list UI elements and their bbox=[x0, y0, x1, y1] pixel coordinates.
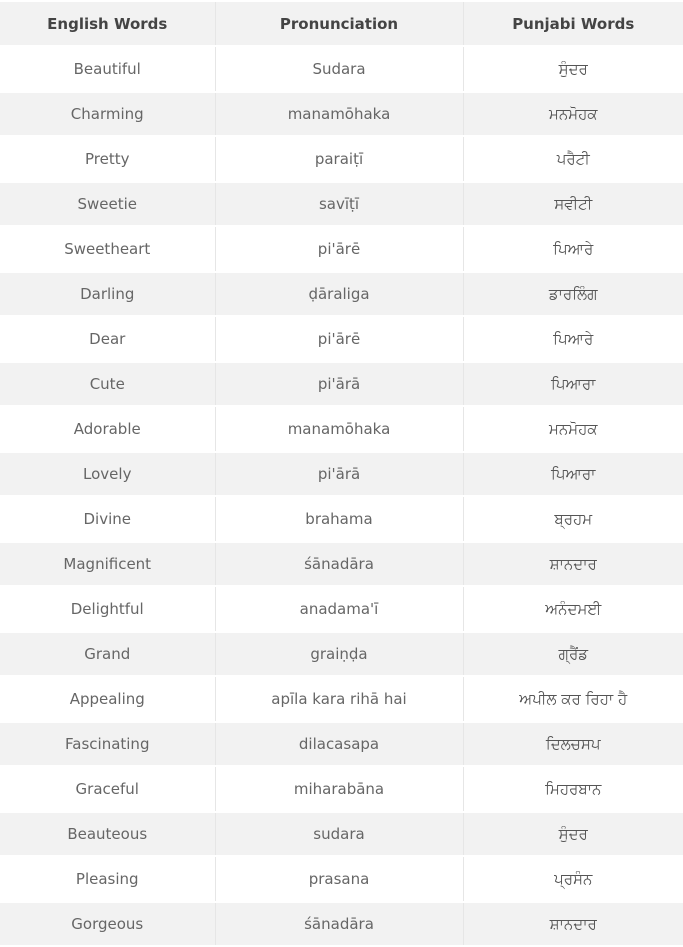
cell-punjabi-word: ਡਾਰਲਿੰਗ bbox=[463, 272, 683, 316]
table-header-row bbox=[0, 2, 683, 46]
cell-english-word: Divine bbox=[0, 496, 215, 542]
header-punjabi-words: Punjabi Words bbox=[463, 2, 683, 46]
cell-pronunciation: śānadāra bbox=[215, 902, 463, 946]
cell-pronunciation: miharabāna bbox=[215, 766, 463, 812]
cell-pronunciation: anadama'ī bbox=[215, 586, 463, 632]
cell-pronunciation: pi'ārē bbox=[215, 316, 463, 362]
vocabulary-table-container bbox=[0, 2, 683, 947]
cell-pronunciation: pi'ārā bbox=[215, 452, 463, 496]
table-row bbox=[0, 812, 683, 856]
cell-punjabi-word: ਪਿਆਰਾ bbox=[463, 362, 683, 406]
cell-english-word: Charming bbox=[0, 92, 215, 136]
cell-punjabi-word: ਬ੍ਰਹਮ bbox=[463, 496, 683, 542]
cell-pronunciation: savīṭī bbox=[215, 182, 463, 226]
cell-punjabi-word: ਮਨਮੋਹਕ bbox=[463, 92, 683, 136]
cell-pronunciation: manamōhaka bbox=[215, 92, 463, 136]
header-pronunciation: Pronunciation bbox=[215, 2, 463, 46]
cell-punjabi-word: ਪਿਆਰੇ bbox=[463, 226, 683, 272]
cell-pronunciation: sudara bbox=[215, 812, 463, 856]
cell-pronunciation: pi'ārē bbox=[215, 226, 463, 272]
cell-punjabi-word: ਸਵੀਟੀ bbox=[463, 182, 683, 226]
table-body bbox=[0, 46, 683, 946]
table-row bbox=[0, 586, 683, 632]
cell-punjabi-word: ਅਨੰਦਮਈ bbox=[463, 586, 683, 632]
table-row bbox=[0, 182, 683, 226]
cell-english-word: Sweetheart bbox=[0, 226, 215, 272]
cell-pronunciation: apīla kara rihā hai bbox=[215, 676, 463, 722]
cell-pronunciation: graiṇḍa bbox=[215, 632, 463, 676]
cell-pronunciation: dilacasapa bbox=[215, 722, 463, 766]
table-row bbox=[0, 406, 683, 452]
cell-english-word: Darling bbox=[0, 272, 215, 316]
cell-punjabi-word: ਪਿਆਰਾ bbox=[463, 452, 683, 496]
cell-pronunciation: manamōhaka bbox=[215, 406, 463, 452]
table-row bbox=[0, 452, 683, 496]
table-row bbox=[0, 902, 683, 946]
table-row bbox=[0, 316, 683, 362]
cell-pronunciation: śānadāra bbox=[215, 542, 463, 586]
cell-english-word: Pleasing bbox=[0, 856, 215, 902]
cell-pronunciation: brahama bbox=[215, 496, 463, 542]
cell-english-word: Pretty bbox=[0, 136, 215, 182]
cell-punjabi-word: ਪਰੈਟੀ bbox=[463, 136, 683, 182]
table-row bbox=[0, 632, 683, 676]
cell-pronunciation: ḍāraliga bbox=[215, 272, 463, 316]
cell-english-word: Lovely bbox=[0, 452, 215, 496]
cell-punjabi-word: ਮਿਹਰਬਾਨ bbox=[463, 766, 683, 812]
header-english-words: English Words bbox=[0, 2, 215, 46]
cell-english-word: Beautiful bbox=[0, 46, 215, 92]
table-row bbox=[0, 676, 683, 722]
cell-english-word: Sweetie bbox=[0, 182, 215, 226]
table-row bbox=[0, 46, 683, 92]
table-row bbox=[0, 272, 683, 316]
cell-english-word: Graceful bbox=[0, 766, 215, 812]
cell-punjabi-word: ਸੁੰਦਰ bbox=[463, 812, 683, 856]
table-row bbox=[0, 226, 683, 272]
cell-english-word: Grand bbox=[0, 632, 215, 676]
table-row bbox=[0, 856, 683, 902]
cell-punjabi-word: ਪ੍ਰਸੰਨ bbox=[463, 856, 683, 902]
table-row bbox=[0, 722, 683, 766]
cell-pronunciation: pi'ārā bbox=[215, 362, 463, 406]
cell-punjabi-word: ਗ੍ਰੈਂਡ bbox=[463, 632, 683, 676]
cell-english-word: Dear bbox=[0, 316, 215, 362]
cell-english-word: Appealing bbox=[0, 676, 215, 722]
cell-english-word: Adorable bbox=[0, 406, 215, 452]
table-row bbox=[0, 542, 683, 586]
cell-punjabi-word: ਅਪੀਲ ਕਰ ਰਿਹਾ ਹੈ bbox=[463, 676, 683, 722]
table-row bbox=[0, 92, 683, 136]
cell-punjabi-word: ਪਿਆਰੇ bbox=[463, 316, 683, 362]
table-row bbox=[0, 496, 683, 542]
cell-pronunciation: prasana bbox=[215, 856, 463, 902]
cell-english-word: Gorgeous bbox=[0, 902, 215, 946]
cell-english-word: Magnificent bbox=[0, 542, 215, 586]
cell-english-word: Fascinating bbox=[0, 722, 215, 766]
vocabulary-table bbox=[0, 2, 683, 947]
cell-punjabi-word: ਸੁੰਦਰ bbox=[463, 46, 683, 92]
table-row bbox=[0, 136, 683, 182]
cell-pronunciation: paraiṭī bbox=[215, 136, 463, 182]
cell-punjabi-word: ਸ਼ਾਨਦਾਰ bbox=[463, 542, 683, 586]
cell-english-word: Delightful bbox=[0, 586, 215, 632]
cell-punjabi-word: ਸ਼ਾਨਦਾਰ bbox=[463, 902, 683, 946]
table-row bbox=[0, 362, 683, 406]
cell-punjabi-word: ਮਨਮੋਹਕ bbox=[463, 406, 683, 452]
cell-punjabi-word: ਦਿਲਚਸਪ bbox=[463, 722, 683, 766]
cell-english-word: Cute bbox=[0, 362, 215, 406]
cell-pronunciation: Sudara bbox=[215, 46, 463, 92]
table-row bbox=[0, 766, 683, 812]
cell-english-word: Beauteous bbox=[0, 812, 215, 856]
